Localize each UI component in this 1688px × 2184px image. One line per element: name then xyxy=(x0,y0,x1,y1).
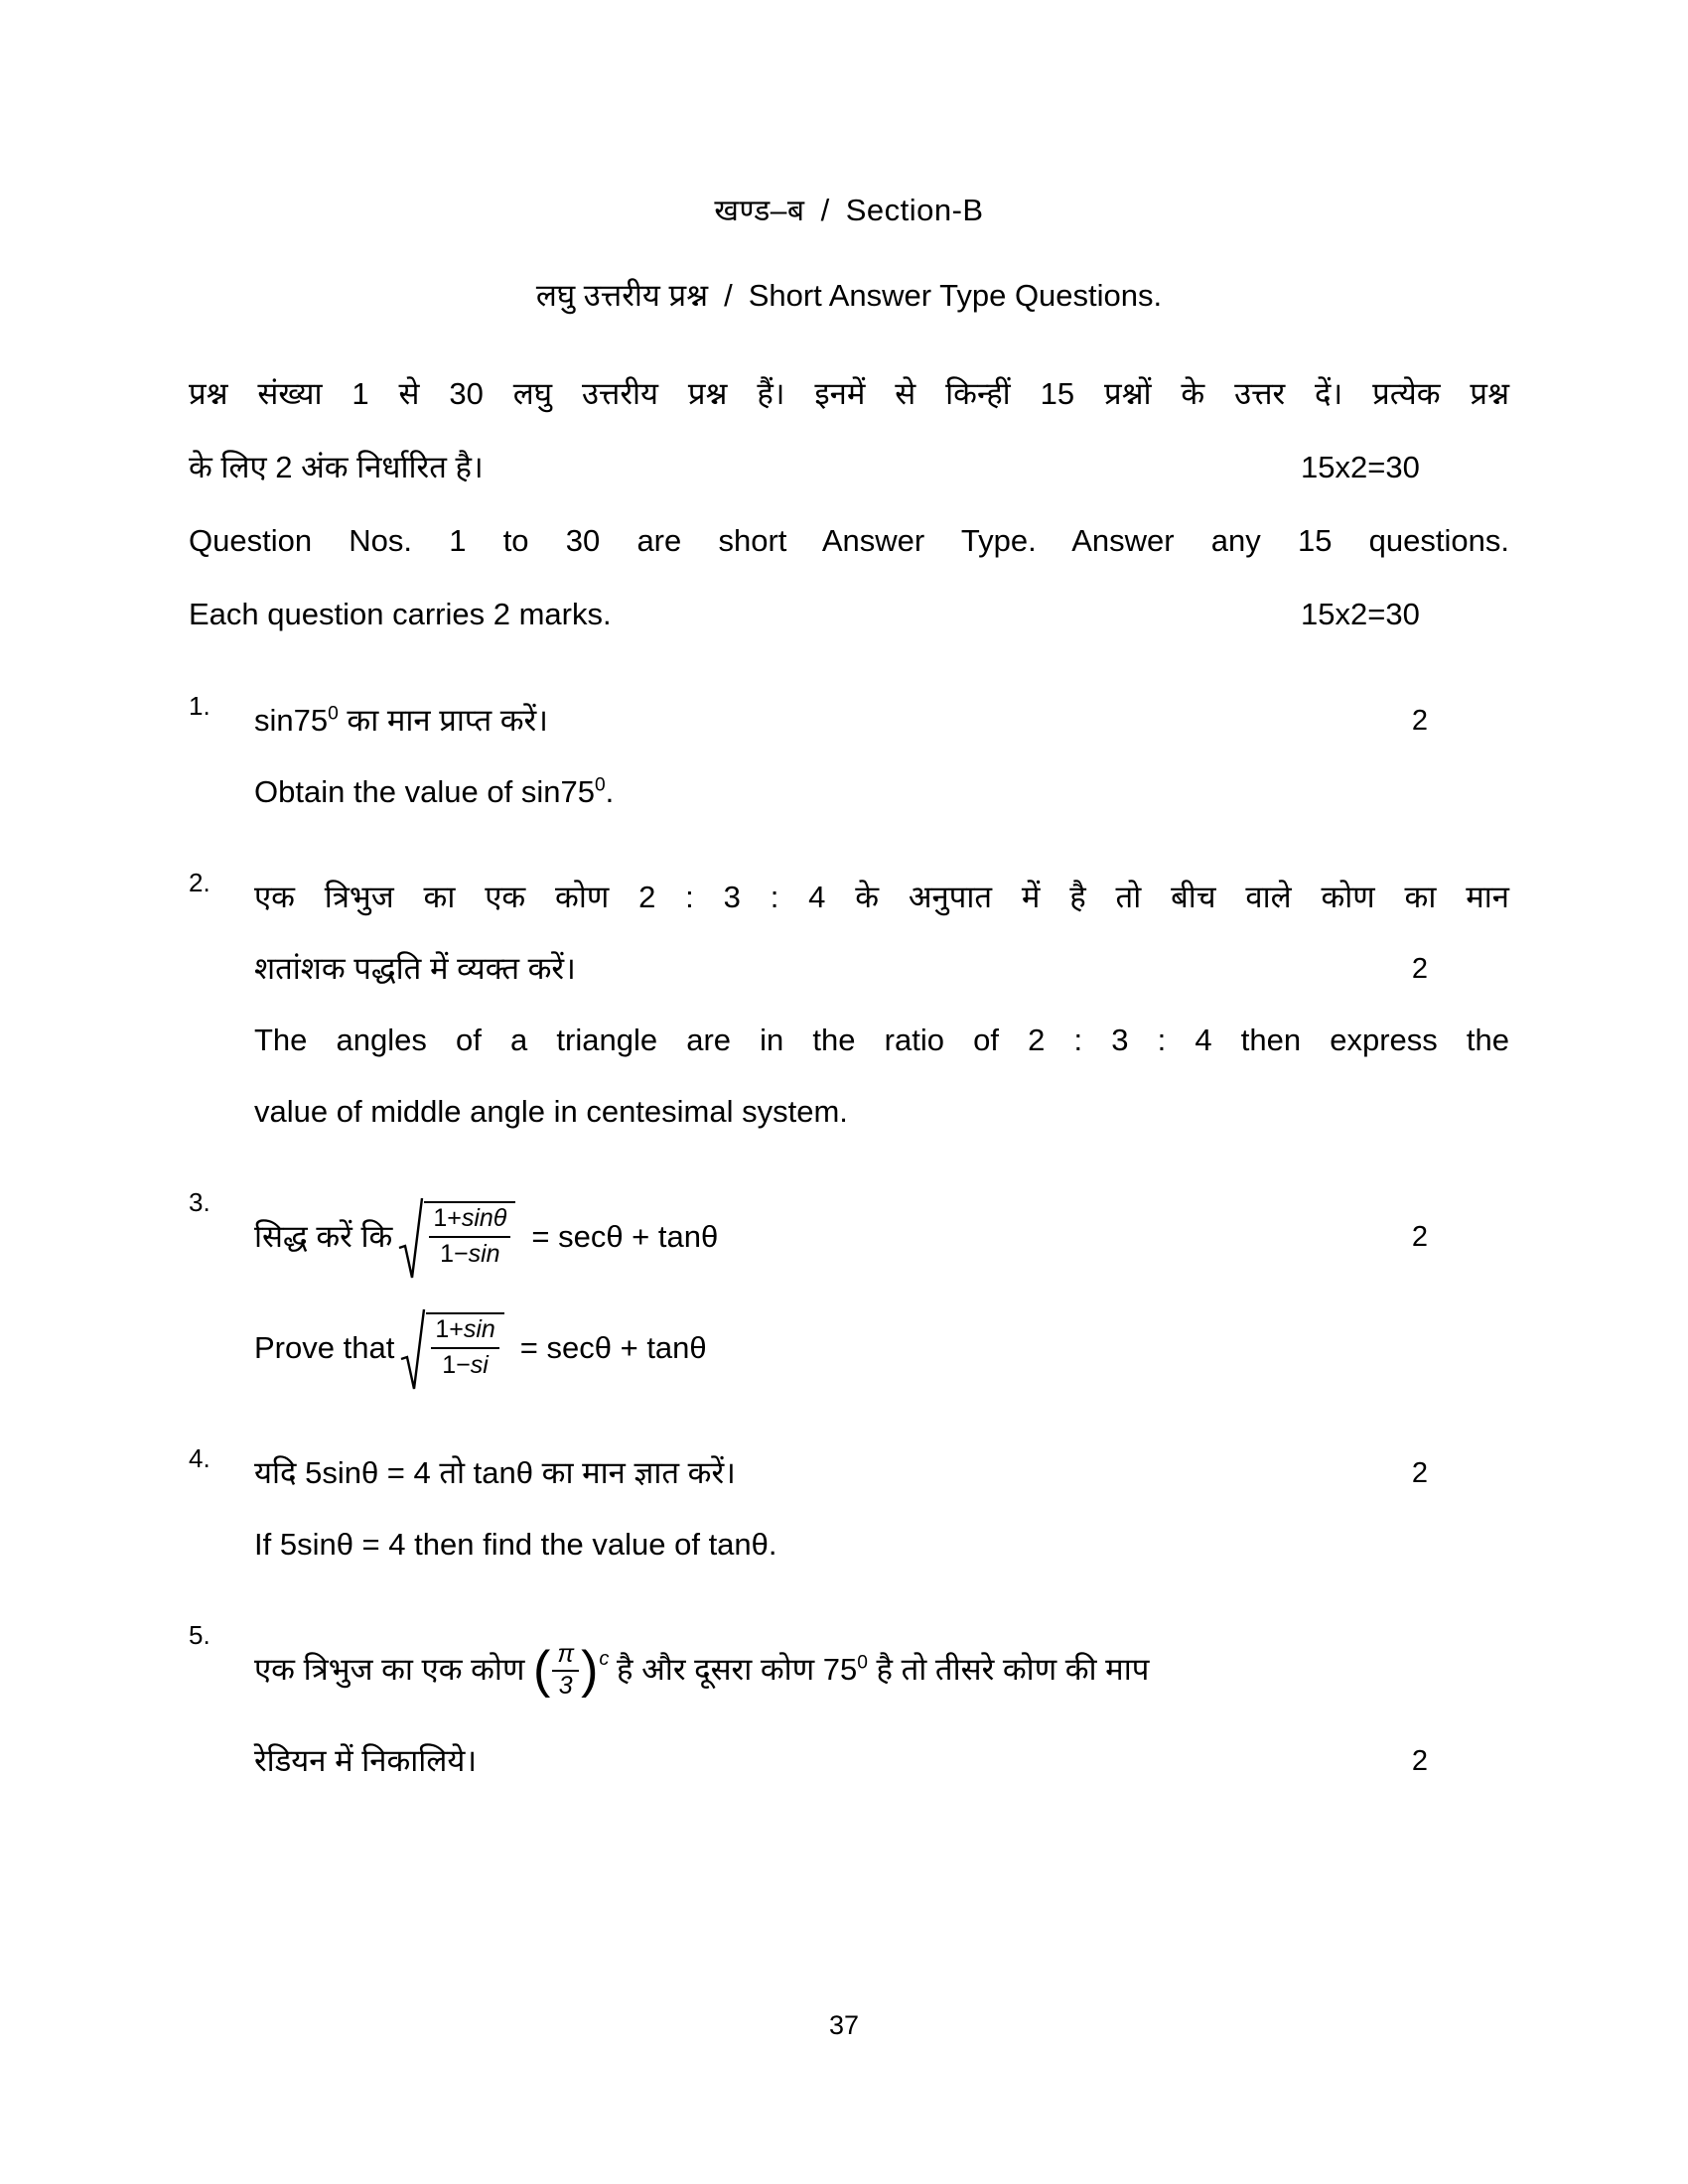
question-body xyxy=(254,862,1509,1148)
question-2-hindi-line-1-text: एक त्रिभुज का एक कोण 2 : 3 : 4 के अनुपात में है तो बीच वाले कोण का मान xyxy=(254,880,1509,914)
question-4-english xyxy=(254,1509,1509,1580)
question-number: 3. xyxy=(189,1187,211,1217)
question-5-hindi-line-2-text: रेडियन में निकालिये। xyxy=(254,1743,478,1778)
fraction-denominator: 1−si xyxy=(442,1350,489,1379)
radical-sign-icon xyxy=(400,1305,426,1391)
question-4-marks: 2 xyxy=(1411,1457,1429,1489)
question-2-hindi-line-2-text: शतांशक पद्धति में व्यक्त करें। xyxy=(254,951,576,986)
question-3-english xyxy=(254,1293,1509,1404)
question-2-english-line-2-text: value of middle angle in centesimal system. xyxy=(254,1094,848,1129)
pi-numerator: π xyxy=(552,1641,579,1672)
question-2-english-line-1-text: The angles of a triangle are in the ratio of 2 : 3 : 4 then express the xyxy=(254,1023,1509,1057)
section-heading-english: Section-B xyxy=(845,193,984,227)
subheading-hindi: लघु उत्तरीय प्रश्न xyxy=(535,278,709,313)
instruction-hindi-line-2-text: के लिए 2 अंक निर्धारित है। xyxy=(189,450,484,484)
paren-open: ( xyxy=(533,1641,551,1700)
section-heading xyxy=(189,189,1509,229)
question-body xyxy=(254,1181,1509,1404)
question-4-hindi-text: यदि 5sinθ = 4 तो tanθ का मान ज्ञात करें। xyxy=(254,1455,736,1490)
degree-superscript: 0 xyxy=(594,774,606,796)
instruction-hindi-line-1-text: प्रश्न संख्या 1 से 30 लघु उत्तरीय प्रश्न हैं। इनमें से किन्हीं 15 प्रश्नों के उत्तर दें। प्रत्येक प्रश्न xyxy=(189,376,1509,411)
question-1-english xyxy=(254,756,1509,828)
instruction-hindi-line-1 xyxy=(189,357,1509,431)
question-number: 1. xyxy=(189,691,211,721)
question-4-hindi xyxy=(254,1437,1509,1509)
instruction-english-line-1-text: Question Nos. 1 to 30 are short Answer Type. Answer any 15 questions. xyxy=(189,523,1509,558)
question-item xyxy=(189,685,1509,828)
page-number: 37 xyxy=(828,2010,860,2040)
square-root-expression xyxy=(398,1194,515,1280)
instruction-hindi-marks: 15x2=30 xyxy=(1301,450,1420,484)
degree-superscript: 0 xyxy=(857,1652,868,1674)
instruction-english-marks: 15x2=30 xyxy=(1301,597,1420,631)
subheading xyxy=(189,274,1509,316)
question-3-hindi-tail: = secθ + tanθ xyxy=(531,1219,719,1254)
question-item xyxy=(189,1437,1509,1580)
instruction-hindi-line-2 xyxy=(189,431,1509,504)
question-2-english-line-2 xyxy=(254,1076,1509,1148)
question-1-marks: 2 xyxy=(1411,705,1429,737)
question-3-hindi-text: सिद्ध करें कि $\frac{1+\sin\theta}{1-\sin}$ = secθ + tanθ xyxy=(254,1189,718,1285)
question-2-hindi-line-2 xyxy=(254,933,1509,1005)
question-4-english-text: If 5sinθ = 4 then find the value of tanθ. xyxy=(254,1527,777,1562)
question-item xyxy=(189,1181,1509,1404)
fraction-numerator: 1+sin xyxy=(431,1314,498,1349)
subheading-separator: / xyxy=(724,278,733,313)
question-body xyxy=(254,1437,1509,1580)
subheading-english: Short Answer Type Questions. xyxy=(748,278,1163,313)
paren-close: ) xyxy=(581,1641,599,1700)
question-3-english-tail: = secθ + tanθ xyxy=(519,1330,707,1365)
question-5-hindi-line-1-text: एक त्रिभुज का एक कोण ( $\frac{\pi}{3}$ ) c है और दूसरा कोण $75^0$ है तो तीसरे कोण की माप xyxy=(254,1640,1150,1700)
fraction-numerator: 1+sinθ xyxy=(429,1203,510,1238)
fraction xyxy=(424,1201,515,1270)
instruction-english-line-1 xyxy=(189,504,1509,578)
instruction-english-line-2-text: Each question carries 2 marks. xyxy=(189,597,612,631)
question-number: 2. xyxy=(189,868,211,897)
degree-superscript: 0 xyxy=(328,703,339,725)
page-content xyxy=(189,0,1509,1797)
question-item xyxy=(189,1614,1509,1797)
fraction-denominator: 1−sin xyxy=(440,1239,500,1268)
pi-fraction xyxy=(550,1641,581,1700)
pi-denominator: 3 xyxy=(558,1671,573,1700)
instructions-block xyxy=(189,357,1509,651)
question-number: 5. xyxy=(189,1620,211,1650)
section-heading-hindi: खण्ड–ब xyxy=(714,195,805,227)
question-body xyxy=(254,1614,1509,1797)
question-3-english-text: Prove that $\frac{1+\sin}{1-si}$ = secθ + tanθ xyxy=(254,1300,707,1396)
question-5-marks: 2 xyxy=(1411,1745,1429,1777)
instruction-english-line-2 xyxy=(189,578,1509,651)
fraction xyxy=(426,1312,503,1381)
question-2-english-line-1 xyxy=(254,1005,1509,1076)
question-1-hindi-text: $\sin 75^0$ का मान प्राप्त करें। xyxy=(254,703,548,738)
question-3-marks: 2 xyxy=(1411,1221,1429,1253)
question-3-hindi xyxy=(254,1181,1509,1293)
question-5-hindi-line-2 xyxy=(254,1725,1509,1797)
question-number: 4. xyxy=(189,1443,211,1473)
question-5-hindi-line-1 xyxy=(254,1614,1509,1725)
question-1-hindi xyxy=(254,685,1509,756)
question-body xyxy=(254,685,1509,828)
square-root-expression xyxy=(400,1305,503,1391)
question-2-marks: 2 xyxy=(1411,953,1429,985)
question-2-hindi-line-1 xyxy=(254,862,1509,933)
pi-over-three-radian-expression: ( $\frac{\pi}{3}$ ) c xyxy=(533,1640,610,1700)
question-item xyxy=(189,862,1509,1148)
question-1-english-text: Obtain the value of $\sin 75^0$. xyxy=(254,774,615,809)
radical-sign-icon xyxy=(398,1194,424,1280)
section-heading-separator: / xyxy=(820,193,830,227)
